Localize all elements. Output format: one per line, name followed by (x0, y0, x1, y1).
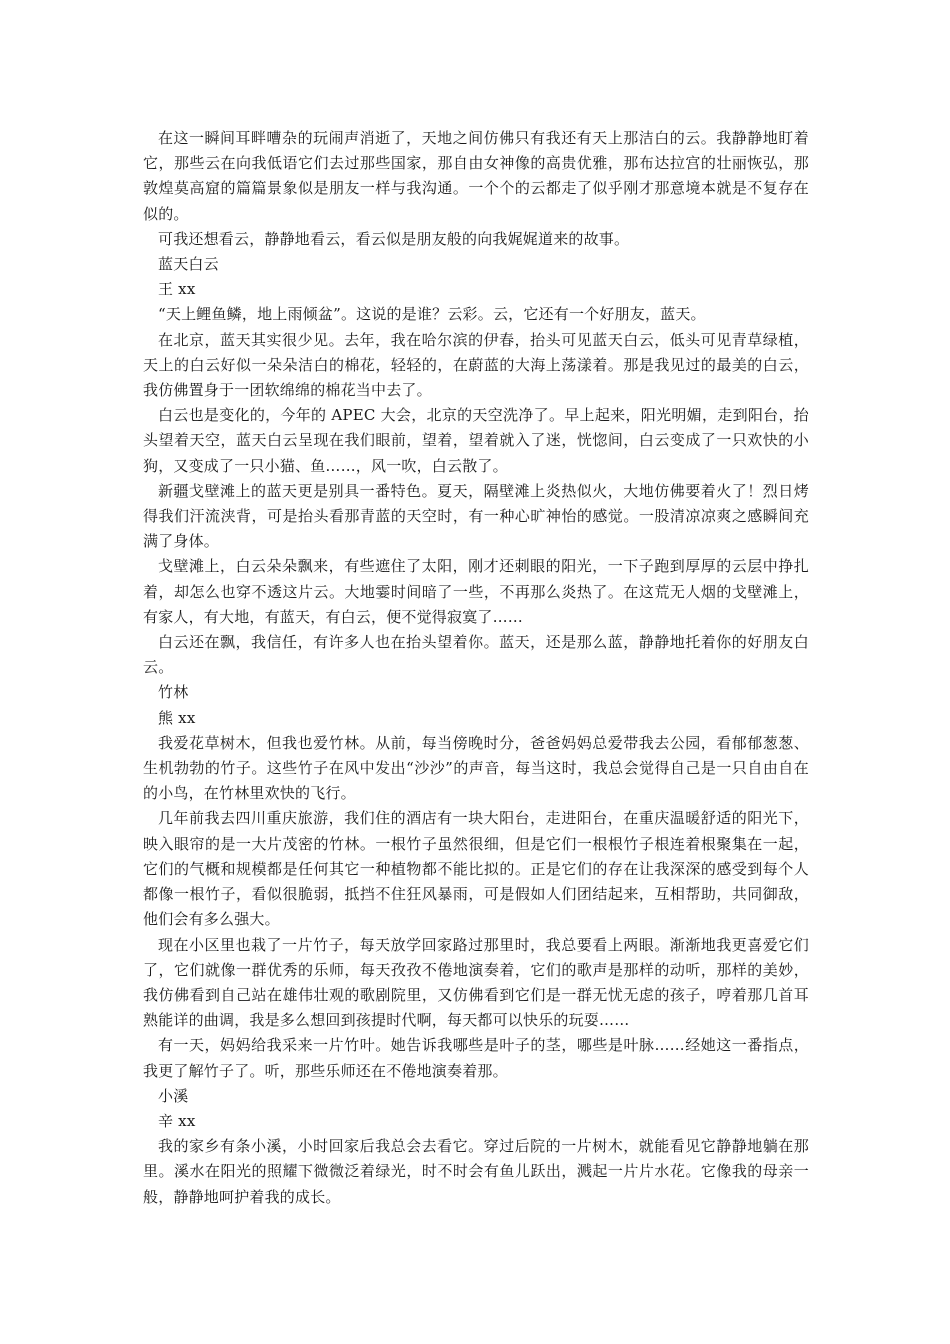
paragraph-apec: 白云也是变化的，今年的 APEC 大会，北京的天空洗净了。早上起来，阳光明媚，走到阳台，抬头望着天空，蓝天白云呈现在我们眼前，望着，望着就入了迷，恍惚间，白云变成了一只欢快的小狗，又变成了一只小猫、鱼……，风一吹，白云散了。 (143, 406, 809, 475)
paragraph-bamboo-leaf: 有一天，妈妈给我采来一片竹叶。她告诉我哪些是叶子的茎，哪些是叶脉……经她这一番指点，我更了解竹子了。听，那些乐师还在不倦地演奏着那。 (143, 1036, 809, 1080)
essay-author-wang: 王 xx (158, 280, 196, 299)
document-body (143, 126, 809, 1210)
paragraph-clouds-floating: 白云还在飘，我信任，有许多人也在抬头望着你。蓝天，还是那么蓝，静静地托着你的好朋友白云。 (143, 633, 809, 677)
essay-author-xiong: 熊 xx (158, 708, 196, 727)
paragraph-watching-clouds: 可我还想看云，静静地看云，看云似是朋友般的向我娓娓道来的故事。 (158, 229, 630, 248)
paragraph-gobi: 戈壁滩上，白云朵朵飘来，有些遮住了太阳，刚才还刺眼的阳光，一下子跑到厚厚的云层中挣扎着，却怎么也穿不透这片云。大地霎时间暗了一些，不再那么炎热了。在这荒无人烟的戈壁滩上，有家人，有大地，有蓝天，有白云，便不觉得寂寞了…… (143, 557, 809, 626)
essay-title-blue-sky: 蓝天白云 (158, 255, 219, 274)
paragraph-hometown-stream: 我的家乡有条小溪，小时回家后我总会去看它。穿过后院的一片树木，就能看见它静静地躺在那里。溪水在阳光的照耀下微微泛着绿光，时不时会有鱼儿跃出，溅起一片片水花。它像我的母亲一般，静静地呵护着我的成长。 (143, 1137, 809, 1206)
paragraph-neighborhood: 现在小区里也栽了一片竹子，每天放学回家路过那里时，我总要看上两眼。渐渐地我更喜爱它们了，它们就像一群优秀的乐师，每天孜孜不倦地演奏着，它们的歌声是那样的动听，那样的美妙，我仿佛看到自己站在雄伟壮观的歌剧院里，又仿佛看到它们是一群无忧无虑的孩子，哼着那几首耳熟能详的曲调，我是多么想回到孩提时代啊，每天都可以快乐的玩耍…… (143, 935, 809, 1030)
paragraph-proverb: “天上鲤鱼鳞，地上雨倾盆”。这说的是谁？云彩。云，它还有一个好朋友，蓝天。 (158, 305, 706, 324)
essay-title-bamboo: 竹林 (158, 683, 189, 702)
paragraph-love-bamboo: 我爱花草树木，但我也爱竹林。从前，每当傍晚时分，爸爸妈妈总爱带我去公园，看郁郁葱葱、生机勃勃的竹子。这些竹子在风中发出“沙沙”的声音，每当这时，我总会觉得自己是一只自由自在的小鸟，在竹林里欢快的飞行。 (143, 733, 809, 803)
paragraph-xinjiang: 新疆戈壁滩上的蓝天更是别具一番特色。夏天，隔壁滩上炎热似火，大地仿佛要着火了！烈日烤得我们汗流浃背，可是抬头看那青蓝的天空时，有一种心旷神怡的感觉。一股清凉凉爽之感瞬间充满了身体。 (143, 481, 809, 551)
paragraph-clouds-ending: 在这一瞬间耳畔嘈杂的玩闹声消逝了，天地之间仿佛只有我还有天上那洁白的云。我静静地盯着它，那些云在向我低语它们去过那些国家，那自由女神像的高贵优雅，那布达拉宫的壮丽恢弘，那敦煌莫高窟的篇篇景象似是朋友一样与我沟通。一个个的云都走了似乎刚才那意境本就是不复存在似的。 (143, 129, 809, 223)
essay-author-xin: 辛 xx (158, 1111, 196, 1130)
paragraph-beijing-sky: 在北京，蓝天其实很少见。去年，我在哈尔滨的伊春，抬头可见蓝天白云，低头可见青草绿植，天上的白云好似一朵朵洁白的棉花，轻轻的，在蔚蓝的大海上荡漾着。那是我见过的最美的白云，我仿佛置身于一团软绵绵的棉花当中去了。 (143, 330, 809, 400)
essay-title-stream: 小溪 (158, 1086, 189, 1105)
paragraph-chongqing: 几年前我去四川重庆旅游，我们住的酒店有一块大阳台，走进阳台，在重庆温暖舒适的阳光下，映入眼帘的是一大片茂密的竹林。一根竹子虽然很细，但是它们一根根竹子根连着根聚集在一起，它们的气概和规模都是任何其它一种植物都不能比拟的。正是它们的存在让我深深的感受到每个人都像一根竹子，看似很脆弱，抵挡不住狂风暴雨，可是假如人们团结起来，互相帮助，共同御敌，他们会有多么强大。 (143, 809, 809, 929)
